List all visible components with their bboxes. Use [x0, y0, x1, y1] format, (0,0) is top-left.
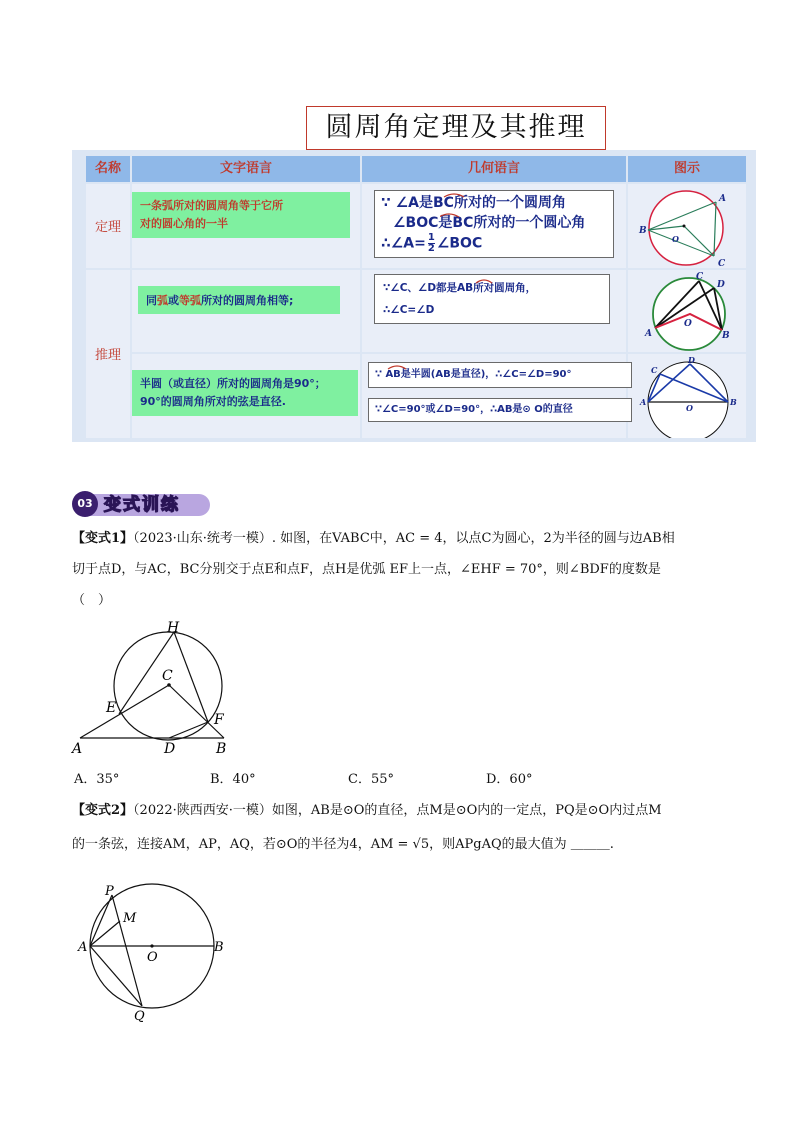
q2-fig-label-m: M	[123, 911, 137, 926]
row3-text-line2: 90°的圆周角所对的弦是直径.	[140, 395, 286, 408]
fig3-label-d: D	[688, 355, 695, 365]
fraction-denominator: 2	[427, 243, 435, 254]
header-figure: 图示	[628, 156, 746, 182]
row2-inference-text-box	[138, 286, 340, 314]
row3-geo-box-2: ∵∠C=90°或∠D=90°，∴AB是⊙ O的直径	[368, 398, 632, 422]
q1-option-a[interactable]: A．35°	[74, 772, 120, 787]
row1-geo-line3	[381, 233, 607, 254]
q2-line1-text: （2022·陕西西安·一模）如图，AB是⊙O的直径，点M是⊙O内的一定点，PQ是⊙O内过点M	[133, 803, 662, 818]
header-name: 名称	[86, 156, 130, 182]
row2-geo-line2: ∴∠C=∠D	[383, 304, 435, 316]
q1-fig-label-c: C	[162, 668, 173, 684]
row2-text-rest: 所对的圆周角相等;	[201, 294, 294, 307]
row1-text-line2: 对的圆心角的一半	[140, 217, 228, 230]
row2-figure	[644, 270, 744, 352]
section-number-badge: 03	[72, 491, 98, 517]
q1-line1	[72, 524, 732, 553]
row1-geo-line1: ∵ ∠A是BC所对的一个圆周角	[381, 195, 566, 211]
fig2-label-c: C	[696, 272, 704, 282]
q2-fig-label-o: O	[147, 950, 158, 965]
fig1-label-a: A	[719, 194, 726, 204]
arc-mark-ab	[474, 276, 494, 286]
q1-option-d[interactable]: D．60°	[486, 772, 533, 787]
q2-line1	[72, 796, 732, 825]
fig3-label-c: C	[651, 365, 658, 375]
fraction-numerator: 1	[427, 232, 435, 243]
row1-theorem-text-box	[132, 192, 350, 238]
row1-label: 定理	[94, 220, 121, 235]
q1-fig-label-h: H	[167, 620, 180, 636]
q1-fig-label-e: E	[106, 700, 117, 716]
row1-figure	[636, 186, 746, 268]
q1-tag: 【变式1】	[72, 531, 134, 546]
row1-geo-line2: ∠BOC是BC所对的一个圆心角	[393, 215, 586, 231]
row2-label: 推理	[94, 348, 121, 363]
header-geometry-language: 几何语言	[362, 156, 626, 182]
row1-text-line1: 一条弧所对的圆周角等于它所	[140, 199, 283, 212]
table-title: 圆周角定理及其推理	[306, 106, 606, 150]
row2-text-equal-arc: 等弧	[179, 294, 201, 307]
row2-geo-line1: ∵∠C、∠D都是AB所对圆周角，	[383, 282, 537, 294]
q2-figure	[72, 880, 242, 1030]
arc-mark-ab-semicircle	[386, 362, 408, 372]
q2-tag: 【变式2】	[72, 803, 134, 818]
row2-text-arc: 弧	[157, 294, 168, 307]
fig1-label-o: O	[672, 234, 679, 244]
row2-text-same: 同	[146, 294, 157, 307]
row2-text-or: 或	[168, 294, 179, 307]
fig2-label-o: O	[684, 319, 692, 329]
row3-figure	[638, 354, 746, 438]
q1-line1-text: （2023·山东·统考一模）. 如图，在VABC中，AC = 4，以点C为圆心，2为半径的圆与边AB相	[133, 531, 675, 546]
q1-option-b[interactable]: B．40°	[210, 772, 256, 787]
arc-mark-bc	[440, 190, 470, 220]
q2-fig-label-q: Q	[134, 1009, 145, 1024]
fig2-label-a: A	[645, 329, 652, 339]
row3-text-line1: 半圆（或直径）所对的圆周角是90°；	[140, 377, 326, 390]
q2-fig-label-p: P	[105, 884, 114, 899]
row3-geo-box-1: ∵ AB是半圆(AB是直径)，∴∠C=∠D=90°	[368, 362, 632, 388]
q1-line3: （ ）	[72, 593, 112, 608]
q1-fig-label-b: B	[216, 741, 227, 757]
fig1-label-c: C	[718, 259, 726, 268]
fig3-label-o: O	[686, 403, 693, 413]
fig1-label-b: B	[639, 226, 647, 236]
q1-fig-label-d: D	[164, 741, 176, 757]
section-title: 变式训练	[104, 495, 180, 515]
q1-line2: 切于点D，与AC，BC分别交于点E和点F，点H是优弧 EF上一点，∠EHF = 70°，则∠BDF的度数是	[72, 562, 661, 577]
fig3-label-a: A	[640, 397, 647, 407]
header-text-language: 文字语言	[132, 156, 360, 182]
row1-geo-line3-pre: ∴∠A=	[381, 235, 426, 252]
q1-figure	[66, 614, 246, 760]
fraction-one-half	[428, 233, 435, 254]
fig2-label-b: B	[722, 331, 730, 341]
q2-line2: 的一条弦，连接AM，AP，AQ，若⊙O的半径为4，AM = √5，则APgAQ的最大值为 ＿＿＿.	[72, 837, 614, 852]
row1-geo-line3-post: ∠BOC	[436, 235, 483, 252]
q2-fig-label-a: A	[78, 940, 88, 955]
q1-fig-label-a: A	[72, 741, 83, 757]
q1-option-c[interactable]: C．55°	[348, 772, 394, 787]
q2-fig-label-b: B	[214, 940, 224, 955]
fig2-label-d: D	[717, 280, 725, 290]
q1-fig-label-f: F	[214, 712, 224, 728]
row3-semicircle-text-box	[132, 370, 358, 416]
fig3-label-b: B	[730, 397, 737, 407]
section-header	[72, 491, 212, 517]
row1-geo-box	[374, 190, 614, 258]
